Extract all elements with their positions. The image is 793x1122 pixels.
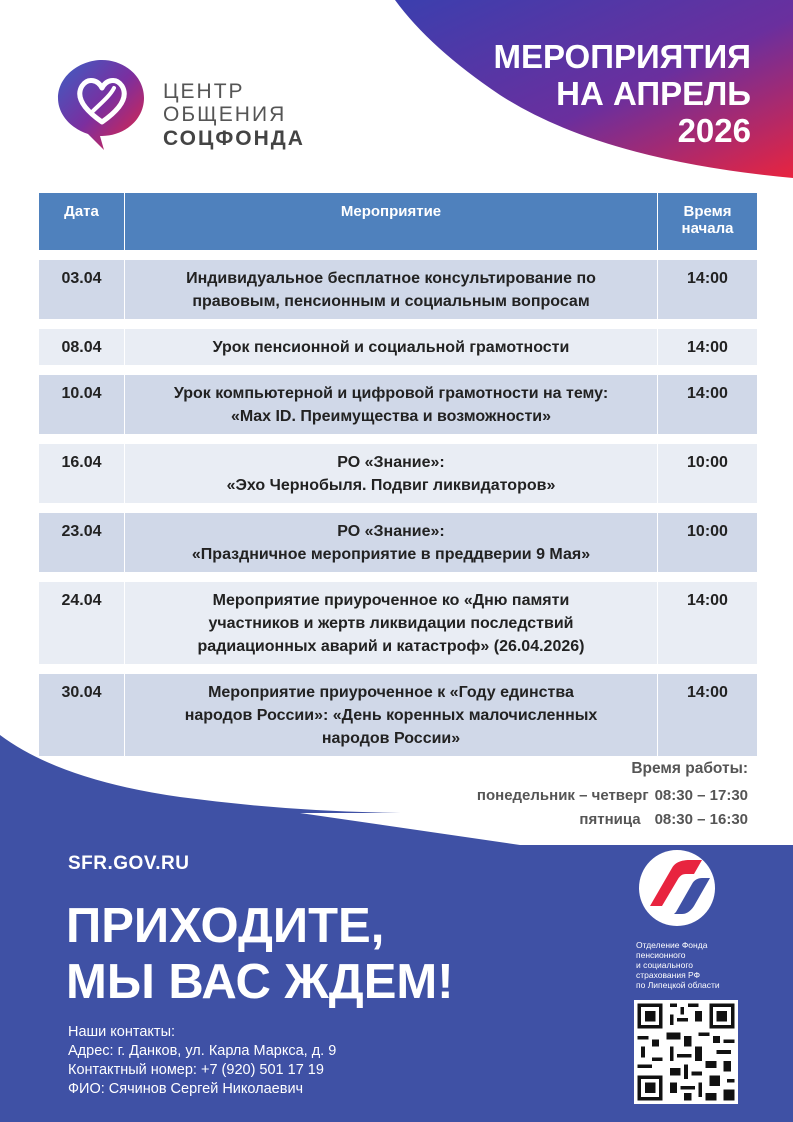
heart-speech-bubble-logo	[52, 52, 152, 152]
table-row	[39, 444, 758, 504]
org-line: и социального	[636, 960, 693, 970]
hours-label: понедельник – четверг	[476, 787, 649, 804]
event-time: 14:00	[658, 260, 758, 320]
event-title	[125, 260, 658, 320]
event-title-line: Индивидуальное бесплатное консультирование по	[186, 270, 596, 287]
column-header-time	[658, 193, 758, 251]
hours-value: 08:30 – 17:30	[654, 787, 748, 804]
row-spacer	[39, 366, 758, 375]
brand-name	[163, 80, 305, 152]
event-date: 16.04	[39, 444, 125, 504]
title-line: НА АПРЕЛЬ	[556, 75, 751, 112]
event-date: 24.04	[39, 582, 125, 665]
event-date: 08.04	[39, 329, 125, 366]
spacer-cell	[39, 573, 758, 582]
contacts	[68, 1023, 336, 1099]
event-date: 03.04	[39, 260, 125, 320]
website-link[interactable]: SFR.GOV.RU	[68, 853, 190, 874]
row-spacer	[39, 665, 758, 674]
event-time: 14:00	[658, 674, 758, 757]
event-time: 14:00	[658, 582, 758, 665]
header-line: начала	[681, 220, 734, 237]
event-time: 10:00	[658, 444, 758, 504]
row-spacer	[39, 573, 758, 582]
table-row	[39, 582, 758, 665]
org-line: страхования РФ	[636, 970, 701, 980]
sfr-org-name	[636, 940, 746, 990]
call-to-action	[66, 898, 454, 1010]
qr-code-icon[interactable]	[634, 1000, 738, 1104]
event-title-line: «Эхо Чернобыля. Подвиг ликвидаторов»	[226, 477, 556, 494]
event-title-line: Мероприятие приуроченное ко «Дню памяти	[212, 592, 570, 609]
event-title	[125, 444, 658, 504]
table-row	[39, 375, 758, 435]
event-title-line: народов России»	[321, 730, 461, 747]
working-hours	[477, 760, 748, 835]
brand-line: ЦЕНТР	[163, 80, 245, 103]
title-line: 2026	[677, 112, 751, 149]
cta-line: ПРИХОДИТЕ,	[66, 899, 385, 953]
spacer-cell	[39, 366, 758, 375]
brand-line: СОЦФОНДА	[163, 127, 305, 150]
schedule-table	[38, 192, 758, 757]
row-spacer	[39, 504, 758, 513]
page-title	[493, 38, 751, 149]
contact-phone: Контактный номер: +7 (920) 501 17 19	[68, 1062, 324, 1078]
contact-person: ФИО: Сячинов Сергей Николаевич	[68, 1081, 304, 1097]
table-row	[39, 260, 758, 320]
spacer-cell	[39, 251, 758, 260]
sfr-logo-icon	[632, 848, 722, 928]
hours-value: 08:30 – 16:30	[654, 811, 748, 828]
event-time: 14:00	[658, 329, 758, 366]
cta-line: МЫ ВАС ЖДЕМ!	[66, 955, 454, 1009]
table-row	[39, 329, 758, 366]
event-title-line: радиационных аварий и катастроф» (26.04.2026)	[197, 638, 585, 655]
event-title-line: «Праздничное мероприятие в преддверии 9 Мая»	[191, 546, 591, 563]
event-date: 10.04	[39, 375, 125, 435]
spacer-cell	[39, 665, 758, 674]
event-title-line: Урок компьютерной и цифровой грамотности на тему:	[173, 385, 609, 402]
event-title	[125, 582, 658, 665]
event-title-line: народов России»: «День коренных малочисленных	[184, 707, 598, 724]
row-spacer	[39, 251, 758, 260]
event-date: 23.04	[39, 513, 125, 573]
event-time: 10:00	[658, 513, 758, 573]
contact-address: Адрес: г. Данков, ул. Карла Маркса, д. 9	[68, 1043, 337, 1059]
event-title	[125, 329, 658, 366]
event-title-line: «Max ID. Преимущества и возможности»	[230, 408, 552, 425]
header-line: Время	[683, 203, 732, 220]
column-header-event: Мероприятие	[125, 193, 658, 251]
title-line: МЕРОПРИЯТИЯ	[493, 38, 751, 75]
contacts-title: Наши контакты:	[68, 1024, 176, 1040]
hours-label: пятница	[579, 811, 641, 828]
event-title-line: РО «Знание»:	[337, 523, 445, 540]
org-line: Отделение Фонда	[636, 940, 708, 950]
table-row	[39, 513, 758, 573]
event-date: 30.04	[39, 674, 125, 757]
event-title-line: участников и жертв ликвидации последствий	[208, 615, 574, 632]
event-title-line: Мероприятие приуроченное к «Году единства	[208, 684, 574, 701]
spacer-cell	[39, 504, 758, 513]
spacer-cell	[39, 320, 758, 329]
column-header-date: Дата	[39, 193, 125, 251]
spacer-cell	[39, 435, 758, 444]
brand-line: ОБЩЕНИЯ	[163, 103, 287, 126]
event-title	[125, 375, 658, 435]
row-spacer	[39, 320, 758, 329]
event-title-line: РО «Знание»:	[337, 454, 445, 471]
row-spacer	[39, 435, 758, 444]
event-time: 14:00	[658, 375, 758, 435]
org-line: по Липецкой области	[636, 980, 720, 990]
event-title	[125, 513, 658, 573]
hours-title: Время работы:	[631, 760, 748, 777]
org-line: пенсионного	[636, 950, 686, 960]
table-header-row	[39, 193, 758, 251]
event-title-line: Урок пенсионной и социальной грамотности	[212, 339, 570, 356]
event-title-line: правовым, пенсионным и социальным вопросам	[192, 293, 590, 310]
